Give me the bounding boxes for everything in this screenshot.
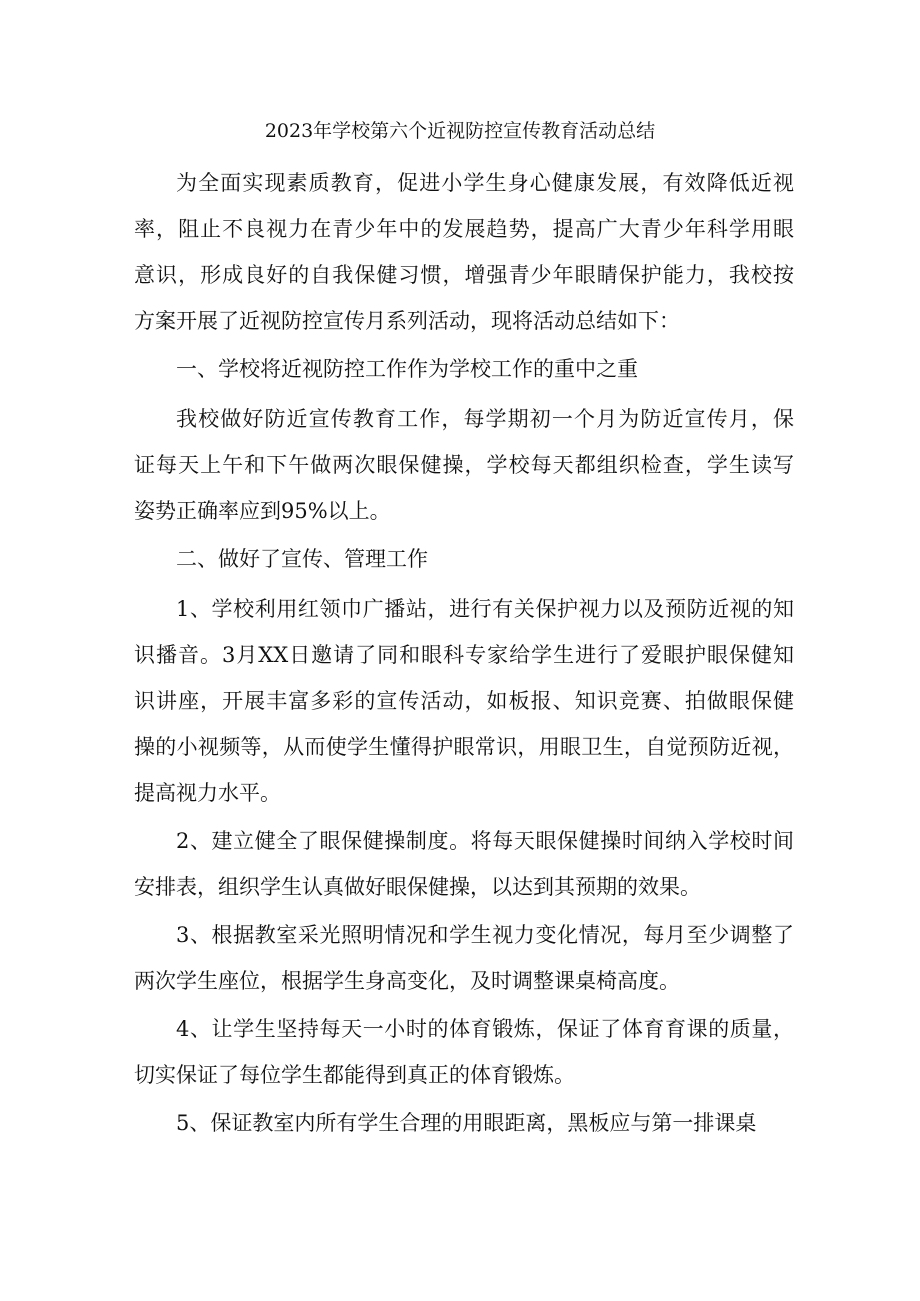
text-line: 1、学校利用红领巾广播站，进行有关保护视力以及预防近视的知 <box>176 597 794 621</box>
text-line: 率，阻止不良视力在青少年中的发展趋势，提高广大青少年科学用眼 <box>134 217 794 241</box>
text-line: 安排表，组织学生认真做好眼保健操，以达到其预期的效果。 <box>134 875 701 899</box>
text-line: 证每天上午和下午做两次眼保健操，学校每天都组织检查，学生读写 <box>134 453 794 477</box>
paragraph-item-5 <box>134 1100 794 1146</box>
text-line: 识讲座，开展丰富多彩的宣传活动，如板报、知识竞赛、拍做眼保健 <box>134 689 794 713</box>
text-line: 提高视力水平。 <box>134 781 281 805</box>
text-line: 意识，形成良好的自我保健习惯，增强青少年眼睛保护能力，我校按 <box>134 263 794 287</box>
text-line: 4、让学生坚持每天一小时的体育锻炼，保证了体育育课的质量， <box>176 1017 794 1041</box>
text-line: 2、建立健全了眼保健操制度。将每天眼保健操时间纳入学校时间 <box>176 829 794 853</box>
text-line: 二、做好了宣传、管理工作 <box>176 547 428 571</box>
paragraph-intro <box>134 160 794 344</box>
paragraph-section-1 <box>134 396 794 534</box>
text-line: 3、根据教室采光照明情况和学生视力变化情况，每月至少调整了 <box>176 923 794 947</box>
paragraph-item-3 <box>134 912 794 1004</box>
text-line: 一、学校将近视防控工作作为学校工作的重中之重 <box>176 357 638 381</box>
document-body <box>134 160 794 1148</box>
section-heading-1 <box>134 346 794 392</box>
text-line: 操的小视频等，从而使学生懂得护眼常识，用眼卫生，自觉预防近视， <box>134 735 794 759</box>
text-line: 方案开展了近视防控宣传月系列活动，现将活动总结如下： <box>134 309 680 333</box>
document-title: 2023年学校第六个近视防控宣传教育活动总结 <box>264 120 656 142</box>
text-line: 两次学生座位，根据学生身高变化，及时调整课桌椅高度。 <box>134 969 680 993</box>
section-heading-2 <box>134 536 794 582</box>
text-line: 我校做好防近宣传教育工作，每学期初一个月为防近宣传月，保 <box>176 407 794 431</box>
text-line: 为全面实现素质教育，促进小学生身心健康发展，有效降低近视 <box>176 171 794 195</box>
paragraph-item-1 <box>134 586 794 816</box>
paragraph-item-4 <box>134 1006 794 1098</box>
text-line: 姿势正确率应到95%以上。 <box>134 499 391 523</box>
text-line: 识播音。3月XX日邀请了同和眼科专家给学生进行了爱眼护眼保健知 <box>134 643 794 667</box>
paragraph-item-2 <box>134 818 794 910</box>
text-line: 切实保证了每位学生都能得到真正的体育锻炼。 <box>134 1063 575 1087</box>
text-line: 5、保证教室内所有学生合理的用眼距离，黑板应与第一排课桌 <box>176 1111 757 1135</box>
